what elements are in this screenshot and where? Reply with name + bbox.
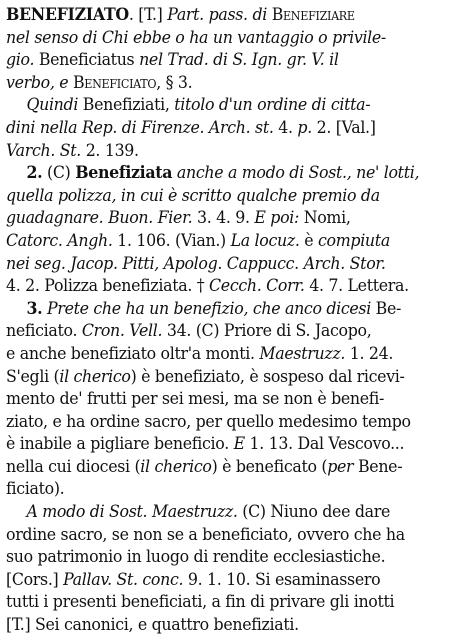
entry-line (6, 366, 438, 389)
entry-line (6, 614, 438, 637)
entry-line (6, 298, 438, 321)
headword: BENEFIZIATO (6, 5, 129, 25)
entry-text: La locuz. (230, 230, 300, 251)
entry-text: Nomi, (299, 208, 351, 229)
entry-text: mento de' frutti per sei mesi, ma se non è benefi- (6, 389, 385, 410)
entry-text: ) è benefiziato, è sospeso dal ricevi- (130, 366, 405, 387)
entry-text: verbo, e (6, 72, 73, 93)
entry-line (6, 4, 438, 27)
entry-text: 3. 4. 9. (192, 208, 255, 229)
entry-text: gio. (6, 50, 35, 71)
entry-text: il cherico (140, 456, 212, 477)
entry-line (6, 72, 438, 95)
entry-text: Beneficiato (72, 72, 157, 93)
entry-line (6, 27, 438, 50)
entry-text: E (233, 434, 245, 455)
entry-text: ) è beneficato ( (211, 456, 328, 477)
entry-line (6, 207, 438, 230)
entry-text: Benefiziata (75, 163, 173, 184)
entry-text: guadagnare. Buon. Fier. (6, 208, 193, 229)
entry-text: [Cors.] (6, 569, 64, 590)
entry-text: suo patrimonio in luogo di rendite ecclesiastiche. (6, 547, 386, 568)
entry-text: Maestruzz. (259, 343, 346, 364)
entry-text: Part. pass. di (167, 5, 272, 25)
entry-text: (C) Niuno dee dare (237, 502, 390, 523)
entry-line (6, 501, 438, 524)
entry-text: Quindi (26, 95, 79, 116)
entry-text: e anche benefiziato oltr'a monti. (6, 343, 260, 364)
entry-text: ziato, e ha ordine sacro, per quello medesimo tempo (6, 411, 411, 432)
entry-text: 1. 24. (345, 343, 394, 364)
entry-text: [T.] Sei canonici, e quattro benefiziati. (6, 615, 299, 636)
entry-line (6, 253, 438, 276)
entry-text: Bene- (353, 456, 403, 477)
entry-text: nei seg. Jacop. Pitti, Apolog. Cappucc. Arch. Stor. (6, 253, 386, 274)
entry-text: nella cui diocesi ( (6, 456, 141, 477)
entry-text: Benefiziati, (78, 95, 175, 116)
entry-text: è (299, 230, 319, 251)
entry-text: 2. [Val.] (311, 117, 376, 138)
entry-text: . [T.] (128, 5, 168, 25)
entry-text: 9. 1. 10. Si esaminassero (183, 569, 381, 590)
entry-text: nel senso di Chi ebbe o ha un vantaggio o privile- (6, 27, 386, 48)
entry-line (6, 569, 438, 592)
entry-text: Cron. Vell. (81, 321, 163, 342)
entry-line (6, 140, 438, 163)
entry-line (6, 343, 438, 366)
entry-text: 1. 106. (Vian.) (112, 230, 231, 251)
entry-text: E poi: (254, 208, 300, 229)
entry-text: Prete che ha un benefizio, che anco dicesi (42, 298, 371, 319)
entry-line (6, 456, 438, 479)
dictionary-entry-beneficiato (6, 4, 471, 637)
entry-text: titolo d'un ordine di citta- (174, 95, 371, 116)
entry-text: anche a modo di Sost., ne' lotti, (172, 163, 420, 184)
entry-line (6, 162, 438, 185)
entry-text: 4. (273, 117, 298, 138)
entry-text: (C) (42, 163, 76, 184)
entry-text: è inabile a pigliare beneficio. (6, 434, 234, 455)
entry-line (6, 524, 438, 547)
entry-text: 1. 13. Dal Vescovo... (244, 434, 405, 455)
entry-text: quella polizza, in cui è scritto qualche premio da (6, 185, 380, 206)
entry-text: p. (297, 117, 312, 138)
entry-line (6, 546, 438, 569)
entry-text: ordine sacro, se non se a beneficiato, ovvero che ha (6, 524, 405, 545)
entry-line (6, 320, 438, 343)
entry-text: ficiato). (6, 479, 65, 500)
entry-text: compiuta (318, 230, 390, 251)
entry-line (6, 411, 438, 434)
entry-text: dini nella Rep. di Firenze. Arch. st. (6, 117, 274, 138)
entry-text: Pallav. St. conc. (63, 569, 184, 590)
entry-text: neficiato. (6, 321, 82, 342)
entry-text: , § 3. (156, 72, 193, 93)
entry-text: Benefiziare (271, 5, 355, 25)
entry-text: per (327, 456, 354, 477)
entry-text: 2. (26, 163, 43, 184)
entry-line (6, 591, 438, 614)
entry-text: A modo di Sost. Maestruzz. (26, 502, 238, 523)
entry-text: 2. 139. (80, 140, 139, 161)
entry-text: nel Trad. di S. Ign. gr. V. il (139, 50, 339, 71)
entry-text: 34. (C) Priore di S. Jacopo, (162, 321, 372, 342)
entry-text: tutti i presenti beneficiati, a fin di privare gli inotti (6, 592, 395, 613)
entry-line (6, 117, 438, 140)
entry-line (6, 433, 438, 456)
entry-text: il cherico (59, 366, 131, 387)
entry-text: Varch. St. (6, 140, 81, 161)
entry-line (6, 94, 438, 117)
entry-line (6, 478, 438, 501)
entry-line (6, 388, 438, 411)
entry-text: 4. 2. Polizza benefiziata. † (6, 276, 210, 297)
entry-text: Be- (370, 298, 402, 319)
entry-text: Catorc. Angh. (6, 230, 113, 251)
entry-text: Beneficiatus (34, 50, 140, 71)
entry-text: S'egli ( (6, 366, 60, 387)
entry-text: 3. (26, 298, 43, 319)
entry-line (6, 185, 438, 208)
entry-line (6, 275, 438, 298)
entry-line (6, 230, 438, 253)
entry-text: Cecch. Corr. (209, 276, 305, 297)
entry-line (6, 49, 438, 72)
entry-text: 4. 7. Lettera. (304, 276, 409, 297)
